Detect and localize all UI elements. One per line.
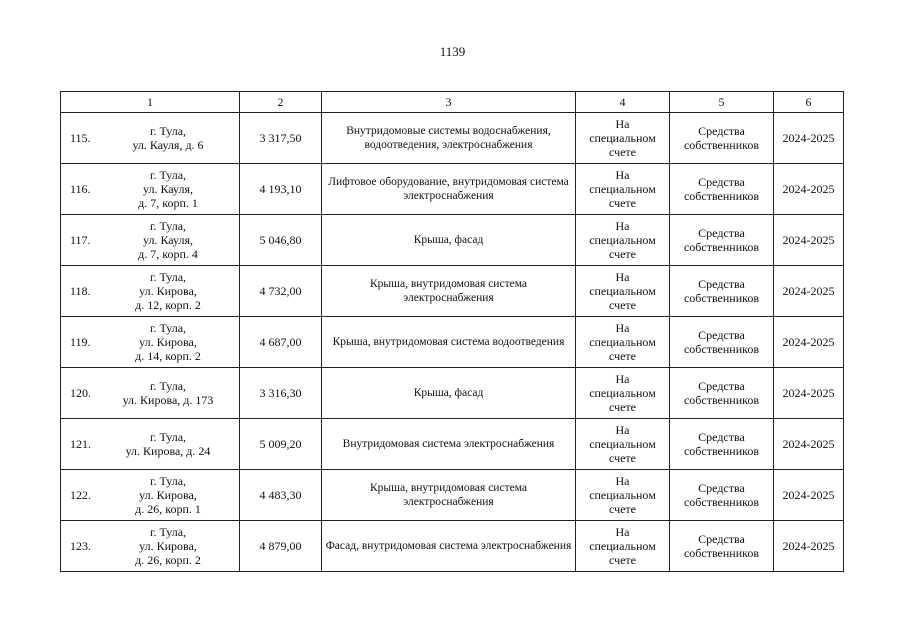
address-line: ул. Кирова, [139,284,197,298]
works-cell: Крыша, внутридомовая система электроснабжения [322,266,576,317]
account-line: счете [608,553,637,567]
account-line: На [615,525,630,539]
row-number: 118. [70,284,91,298]
column-header-1: 1 [61,92,240,113]
period-cell: 2024-2025 [774,470,844,521]
account-line: На [615,474,630,488]
account-cell [576,317,670,368]
period-cell: 2024-2025 [774,266,844,317]
address-cell [61,419,240,470]
area-cell: 4 687,00 [240,317,322,368]
table-row [61,470,844,521]
address-line: г. Тула, [149,219,187,233]
address-line: ул. Кауля, [142,182,193,196]
address [106,266,230,316]
address-cell [61,113,240,164]
account-cell [576,368,670,419]
account-line: счете [608,400,637,414]
funding-cell: Средства собственников [670,521,774,572]
address-line: г. Тула, [149,168,187,182]
area-cell: 4 732,00 [240,266,322,317]
period-cell: 2024-2025 [774,164,844,215]
account-line: На [615,117,630,131]
area-cell: 4 483,30 [240,470,322,521]
address [106,521,230,571]
funding-cell: Средства собственников [670,113,774,164]
row-number: 116. [70,182,91,196]
works-cell: Фасад, внутридомовая система электроснабжения [322,521,576,572]
works-cell: Крыша, внутридомовая система электроснабжения [322,470,576,521]
funding-cell: Средства собственников [670,368,774,419]
page-number: 1139 [439,44,466,59]
account-line: специальном [589,284,656,298]
address-line: г. Тула, [149,430,187,444]
period-cell: 2024-2025 [774,113,844,164]
column-header-2: 2 [240,92,322,113]
row-number: 121. [70,437,91,451]
address-cell [61,164,240,215]
header-row [61,92,844,113]
address-line: г. Тула, [149,379,187,393]
period-cell: 2024-2025 [774,521,844,572]
works-cell: Лифтовое оборудование, внутридомовая система электроснабжения [322,164,576,215]
row-number: 119. [70,335,91,349]
account-line: На [615,219,630,233]
period-cell: 2024-2025 [774,419,844,470]
works-cell: Крыша, внутридомовая система водоотведения [322,317,576,368]
address-line: ул. Кирова, д. 173 [122,393,214,407]
address-line: г. Тула, [149,321,187,335]
address-line: д. 14, корп. 2 [135,349,201,363]
address-cell [61,521,240,572]
works-cell: Крыша, фасад [322,368,576,419]
address [106,470,230,520]
area-cell: 3 317,50 [240,113,322,164]
period-cell: 2024-2025 [774,215,844,266]
area-cell: 5 046,80 [240,215,322,266]
funding-cell: Средства собственников [670,266,774,317]
account-line: На [615,423,630,437]
funding-cell: Средства собственников [670,215,774,266]
registry-table [60,91,844,572]
table-row [61,164,844,215]
area-cell: 4 193,10 [240,164,322,215]
account-line: счете [608,247,637,261]
address-line: д. 7, корп. 4 [138,247,198,261]
account-line: На [615,321,630,335]
account-cell [576,215,670,266]
account-line: специальном [589,335,656,349]
account-line: специальном [589,539,656,553]
account-line: На [615,270,630,284]
address-line: ул. Кирова, д. 24 [125,444,211,458]
address-line: д. 26, корп. 1 [135,502,201,516]
table-header [61,92,844,113]
table-row [61,266,844,317]
address [106,215,230,265]
funding-cell: Средства собственников [670,419,774,470]
column-header-4: 4 [576,92,670,113]
funding-cell: Средства собственников [670,317,774,368]
account-line: специальном [589,488,656,502]
address-line: д. 12, корп. 2 [135,298,201,312]
address [106,317,230,367]
address-line: д. 7, корп. 1 [138,196,198,210]
row-number: 120. [70,386,91,400]
address-cell [61,368,240,419]
works-cell: Крыша, фасад [322,215,576,266]
account-cell [576,266,670,317]
address [106,419,230,469]
area-cell: 5 009,20 [240,419,322,470]
period-cell: 2024-2025 [774,317,844,368]
table-row [61,317,844,368]
address [106,368,230,418]
column-header-3: 3 [322,92,576,113]
account-line: На [615,372,630,386]
address-line: ул. Кауля, д. 6 [132,138,204,152]
funding-cell: Средства собственников [670,470,774,521]
table-row [61,215,844,266]
address-line: ул. Кирова, [139,539,197,553]
address-line: ул. Кирова, [139,335,197,349]
row-number: 122. [70,488,91,502]
address-line: д. 26, корп. 2 [135,553,201,567]
table-row [61,368,844,419]
address [106,113,230,163]
address-line: г. Тула, [149,124,187,138]
account-line: счете [608,145,637,159]
address-cell [61,266,240,317]
column-header-6: 6 [774,92,844,113]
account-cell [576,521,670,572]
area-cell: 4 879,00 [240,521,322,572]
account-line: На [615,168,630,182]
account-line: специальном [589,386,656,400]
address-line: г. Тула, [149,270,187,284]
address-line: ул. Кирова, [139,488,197,502]
address-line: г. Тула, [149,525,187,539]
period-cell: 2024-2025 [774,368,844,419]
table-row [61,521,844,572]
address-line: г. Тула, [149,474,187,488]
account-line: счете [608,349,637,363]
column-header-5: 5 [670,92,774,113]
account-line: счете [608,451,637,465]
address [106,164,230,214]
funding-cell: Средства собственников [670,164,774,215]
table-body [61,113,844,572]
row-number: 115. [70,131,91,145]
account-cell [576,470,670,521]
account-line: счете [608,196,637,210]
table-row [61,113,844,164]
area-cell: 3 316,30 [240,368,322,419]
address-cell [61,215,240,266]
account-line: счете [608,502,637,516]
account-line: специальном [589,233,656,247]
account-line: счете [608,298,637,312]
row-number: 123. [70,539,91,553]
account-line: специальном [589,182,656,196]
account-cell [576,113,670,164]
table-row [61,419,844,470]
works-cell: Внутридомовые системы водоснабжения, водоотведения, электроснабжения [322,113,576,164]
address-cell [61,470,240,521]
account-cell [576,419,670,470]
works-cell: Внутридомовая система электроснабжения [322,419,576,470]
account-cell [576,164,670,215]
account-line: специальном [589,131,656,145]
account-line: специальном [589,437,656,451]
address-cell [61,317,240,368]
row-number: 117. [70,233,91,247]
address-line: ул. Кауля, [142,233,193,247]
